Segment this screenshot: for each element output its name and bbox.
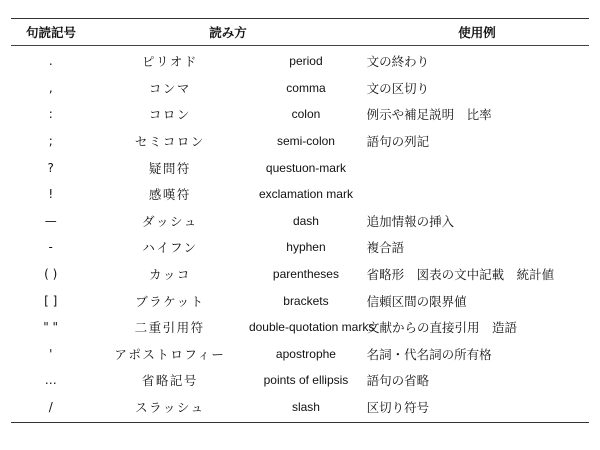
example-cell: 文の終わり	[366, 54, 430, 70]
symbol-cell: -	[48, 240, 53, 255]
symbol-cell: ;	[48, 134, 53, 149]
english-cell: comma	[286, 80, 326, 95]
table-row	[11, 287, 589, 314]
table-row	[11, 261, 589, 288]
symbol-cell: :	[48, 107, 53, 122]
english-cell: exclamation mark	[258, 187, 353, 202]
header-symbol: 句読記号	[25, 25, 76, 40]
english-cell: dash	[292, 213, 319, 228]
symbol-cell: " "	[43, 320, 59, 335]
symbol-cell: —	[44, 213, 57, 228]
table-row	[11, 367, 589, 394]
symbol-cell: /	[48, 400, 53, 415]
english-cell: period	[289, 54, 323, 69]
symbol-cell: '	[49, 346, 53, 361]
symbol-cell: …	[44, 373, 57, 388]
table-row	[11, 154, 589, 181]
symbol-cell: [ ]	[44, 293, 58, 308]
table-row	[11, 314, 589, 341]
example-cell: 名詞・代名詞の所有格	[366, 346, 492, 362]
example-cell: 文の区切り	[366, 80, 430, 96]
header-usage: 使用例	[458, 25, 496, 40]
symbol-cell: ( )	[44, 267, 58, 282]
symbol-cell: ?	[47, 160, 54, 175]
kana-cell: ダッシュ	[142, 213, 198, 229]
kana-cell: 二重引用符	[134, 320, 205, 336]
example-cell: 区切り符号	[366, 400, 430, 416]
symbol-cell: ,	[48, 80, 53, 95]
kana-cell: コロン	[148, 107, 191, 123]
example-cell: 語句の列記	[366, 134, 430, 150]
english-cell: colon	[291, 107, 321, 122]
kana-cell: 疑問符	[148, 160, 191, 176]
table-row	[11, 75, 589, 102]
english-cell: hyphen	[286, 240, 326, 255]
table-row	[11, 394, 589, 421]
kana-cell: セミコロン	[134, 134, 205, 150]
example-cell: 信頼区間の限界値	[366, 293, 467, 309]
table-body	[11, 46, 589, 422]
kana-cell: ハイフン	[142, 240, 198, 256]
kana-cell: ブラケット	[135, 293, 205, 309]
example-cell: 文献からの直接引用 造語	[366, 320, 517, 336]
english-cell: double-quotation marks	[248, 320, 375, 335]
english-cell: parentheses	[272, 267, 339, 282]
table-row	[11, 101, 589, 128]
english-cell: points of ellipsis	[263, 373, 349, 388]
english-cell: semi-colon	[276, 134, 335, 149]
symbol-cell: .	[48, 54, 53, 69]
bottom-rule	[11, 422, 589, 423]
table-row	[11, 181, 589, 208]
kana-cell: スラッシュ	[135, 400, 205, 416]
kana-cell: コンマ	[148, 80, 191, 96]
english-cell: apostrophe	[275, 346, 336, 361]
kana-cell: アポストロフィー	[114, 346, 226, 362]
example-cell: 例示や補足説明 比率	[366, 107, 492, 123]
kana-cell: 感嘆符	[148, 187, 191, 203]
header-reading: 読み方	[209, 25, 247, 40]
table-header	[11, 19, 589, 45]
kana-cell: カッコ	[148, 267, 191, 283]
example-cell: 省略形 図表の文中記載 統計値	[366, 267, 555, 283]
english-cell: slash	[291, 400, 320, 415]
english-cell: brackets	[283, 293, 329, 308]
table-row	[11, 341, 589, 368]
punctuation-table	[11, 18, 589, 423]
table-row	[11, 48, 589, 75]
table-row	[11, 234, 589, 261]
example-cell: 追加情報の挿入	[366, 213, 455, 229]
symbol-cell: !	[48, 187, 54, 202]
example-cell: 語句の省略	[366, 373, 430, 389]
example-cell: 複合語	[366, 240, 405, 256]
table-row	[11, 128, 589, 155]
kana-cell: ピリオド	[141, 54, 198, 70]
table-row	[11, 208, 589, 235]
kana-cell: 省略記号	[141, 373, 198, 389]
english-cell: questuon-mark	[265, 160, 346, 175]
